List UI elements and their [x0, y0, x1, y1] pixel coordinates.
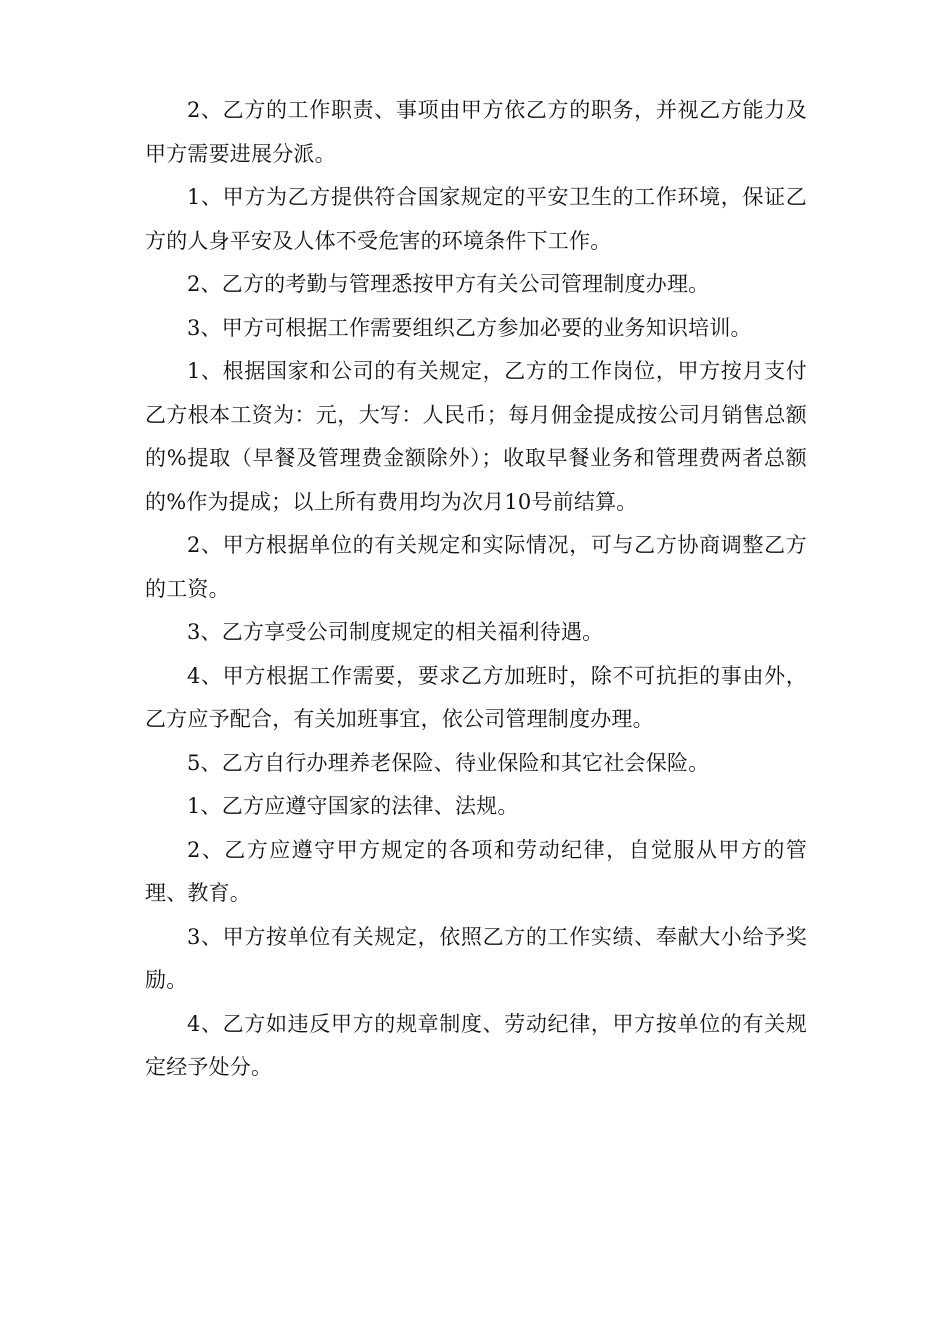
paragraph-13: 4、乙方如违反甲方的规章制度、劳动纪律，甲方按单位的有关规定经予处分。	[145, 1011, 807, 1079]
paragraph-8: 4、甲方根据工作需要，要求乙方加班时，除不可抗拒的事由外，乙方应予配合，有关加班事宜，依公司管理制度办理。	[145, 663, 807, 731]
paragraph-9: 5、乙方自行办理养老保险、待业保险和其它社会保险。	[187, 750, 710, 775]
document-body	[145, 89, 807, 1090]
paragraph-4: 3、甲方可根据工作需要组织乙方参加必要的业务知识培训。	[187, 315, 752, 340]
paragraph-6: 2、甲方根据单位的有关规定和实际情况，可与乙方协商调整乙方的工资。	[145, 533, 807, 601]
paragraph-10: 1、乙方应遵守国家的法律、法规。	[187, 794, 519, 818]
paragraph-7: 3、乙方享受公司制度规定的相关福利待遇。	[187, 620, 604, 644]
paragraph-12: 3、甲方按单位有关规定，依照乙方的工作实绩、奉献大小给予奖励。	[145, 924, 807, 992]
paragraph-5: 1、根据国家和公司的有关规定，乙方的工作岗位，甲方按月支付乙方根本工资为：元，大写：人民币；每月佣金提成按公司月销售总额的%提取（早餐及管理费金额除外）；收取早餐业务和管理费两者总额的%作为提成；以上所有费用均为次月10号前结算。	[145, 359, 807, 514]
paragraph-3: 2、乙方的考勤与管理悉按甲方有关公司管理制度办理。	[187, 272, 710, 296]
paragraph-11: 2、乙方应遵守甲方规定的各项和劳动纪律，自觉服从甲方的管理、教育。	[145, 837, 807, 905]
paragraph-2: 1、甲方为乙方提供符合国家规定的平安卫生的工作环境，保证乙方的人身平安及人体不受危害的环境条件下工作。	[145, 185, 807, 253]
paragraph-1: 2、乙方的工作职责、事项由甲方依乙方的职务，并视乙方能力及甲方需要进展分派。	[145, 98, 807, 166]
